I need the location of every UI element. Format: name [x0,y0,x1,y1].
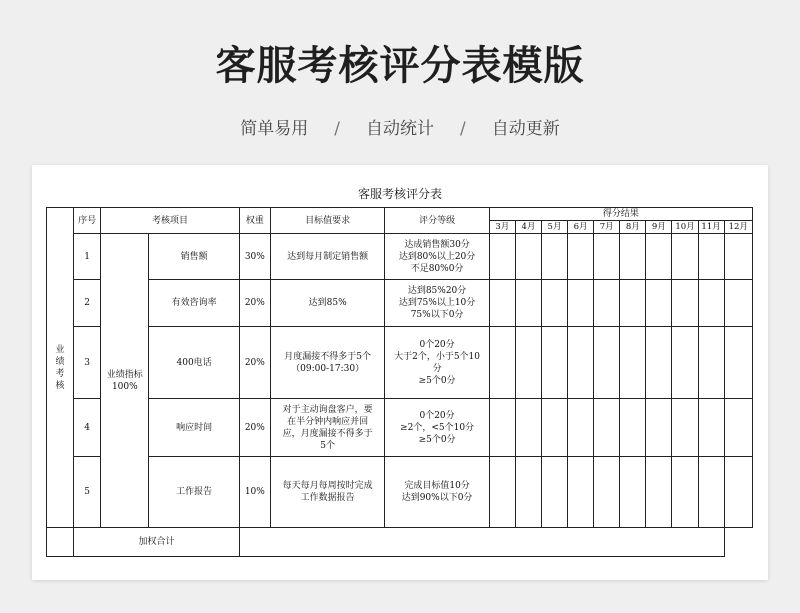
score-table [46,207,753,557]
row-seq: 4 [74,399,101,457]
row-weight: 10% [239,457,270,528]
total-seq-cell [47,528,74,557]
row-item: 响应时间 [149,399,239,457]
score-cell[interactable] [724,457,752,528]
feature-list [0,114,800,139]
score-cell[interactable] [646,280,672,327]
score-cell[interactable] [568,327,594,399]
month-header: 3月 [489,221,515,234]
score-cell[interactable] [698,234,724,280]
total-row [47,528,753,557]
row-grade: 完成目标值10分 达到90%以下0分 [385,457,489,528]
score-cell[interactable] [594,234,620,280]
month-header: 10月 [672,221,698,234]
row-weight: 30% [239,234,270,280]
score-cell[interactable] [541,327,567,399]
month-header: 7月 [594,221,620,234]
score-cell[interactable] [489,399,515,457]
score-cell[interactable] [515,457,541,528]
score-cell[interactable] [489,327,515,399]
score-cell[interactable] [646,234,672,280]
score-cell[interactable] [568,280,594,327]
group-cell: 业绩指标 100% [101,234,149,528]
row-target: 达到每月制定销售额 [270,234,384,280]
score-cell[interactable] [620,399,646,457]
row-grade: 达到85%20分 达到75%以上10分 75%以下0分 [385,280,489,327]
score-cell[interactable] [672,399,698,457]
score-cell[interactable] [620,457,646,528]
score-cell[interactable] [515,280,541,327]
separator: / [460,119,466,139]
target-header: 目标值要求 [270,208,384,234]
row-seq: 5 [74,457,101,528]
header-row [47,208,753,221]
row-seq: 3 [74,327,101,399]
feature-auto-update: 自动更新 [491,119,560,139]
month-header: 4月 [515,221,541,234]
score-cell[interactable] [489,280,515,327]
row-item: 有效咨询率 [149,280,239,327]
weight-header: 权重 [239,208,270,234]
score-cell[interactable] [620,327,646,399]
score-cell[interactable] [594,399,620,457]
score-cell[interactable] [489,234,515,280]
score-cell[interactable] [594,457,620,528]
row-target: 达到85% [270,280,384,327]
row-weight: 20% [239,327,270,399]
score-cell[interactable] [698,399,724,457]
total-value-cell[interactable] [239,528,724,557]
grade-header: 评分等级 [385,208,489,234]
score-cell[interactable] [672,234,698,280]
row-item: 400电话 [149,327,239,399]
table-row [47,280,753,327]
score-cell[interactable] [724,234,752,280]
score-cell[interactable] [698,280,724,327]
score-cell[interactable] [568,457,594,528]
month-header: 5月 [541,221,567,234]
score-cell[interactable] [541,457,567,528]
table-row [47,327,753,399]
score-cell[interactable] [515,234,541,280]
score-cell[interactable] [620,234,646,280]
feature-auto-stats: 自动统计 [366,119,434,139]
row-item: 工作报告 [149,457,239,528]
total-label: 加权合计 [74,528,240,557]
score-cell[interactable] [672,327,698,399]
row-grade: 0个20分 大于2个，小于5个10 分 ≥5个0分 [385,327,489,399]
page-title: 客服考核评分表模版 [215,43,585,89]
score-cell[interactable] [724,399,752,457]
category-cell: 业 绩 考 核 [47,208,74,528]
score-cell[interactable] [724,327,752,399]
month-header: 8月 [620,221,646,234]
score-cell[interactable] [698,457,724,528]
score-cell[interactable] [515,327,541,399]
score-cell[interactable] [568,234,594,280]
score-cell[interactable] [698,327,724,399]
month-header: 9月 [646,221,672,234]
score-cell[interactable] [724,280,752,327]
row-seq: 2 [74,280,101,327]
score-cell[interactable] [646,399,672,457]
score-cell[interactable] [541,280,567,327]
score-cell[interactable] [672,457,698,528]
row-grade: 达成销售额30分 达到80%以上20分 不足80%0分 [385,234,489,280]
score-cell[interactable] [568,399,594,457]
score-cell[interactable] [489,457,515,528]
row-target: 对于主动询盘客户，要 在半分钟内响应并回 应，月度漏接不得多于 5个 [270,399,384,457]
sheet-title: 客服考核评分表 [357,187,442,201]
score-cell[interactable] [594,280,620,327]
result-header: 得分结果 [489,208,752,221]
seq-header: 序号 [74,208,101,234]
score-cell[interactable] [672,280,698,327]
row-grade: 0个20分 ≥2个，<5个10分 ≥5个0分 [385,399,489,457]
row-seq: 1 [74,234,101,280]
row-weight: 20% [239,280,270,327]
score-cell[interactable] [646,327,672,399]
row-target: 月度漏接不得多于5个 （09:00-17:30） [270,327,384,399]
spreadsheet-preview [32,165,768,580]
separator: / [334,119,340,139]
table-row [47,399,753,457]
month-header: 11月 [698,221,724,234]
score-cell[interactable] [646,457,672,528]
score-cell[interactable] [541,234,567,280]
feature-easy: 简单易用 [240,119,309,139]
month-header: 6月 [568,221,594,234]
row-weight: 20% [239,399,270,457]
score-cell[interactable] [594,327,620,399]
score-cell[interactable] [620,280,646,327]
row-target: 每天每月每周按时完成 工作数据报告 [270,457,384,528]
score-cell[interactable] [541,399,567,457]
table-row [47,234,753,280]
table-row [47,457,753,528]
item-header: 考核项目 [101,208,240,234]
score-cell[interactable] [515,399,541,457]
row-item: 销售额 [149,234,239,280]
month-header: 12月 [724,221,752,234]
